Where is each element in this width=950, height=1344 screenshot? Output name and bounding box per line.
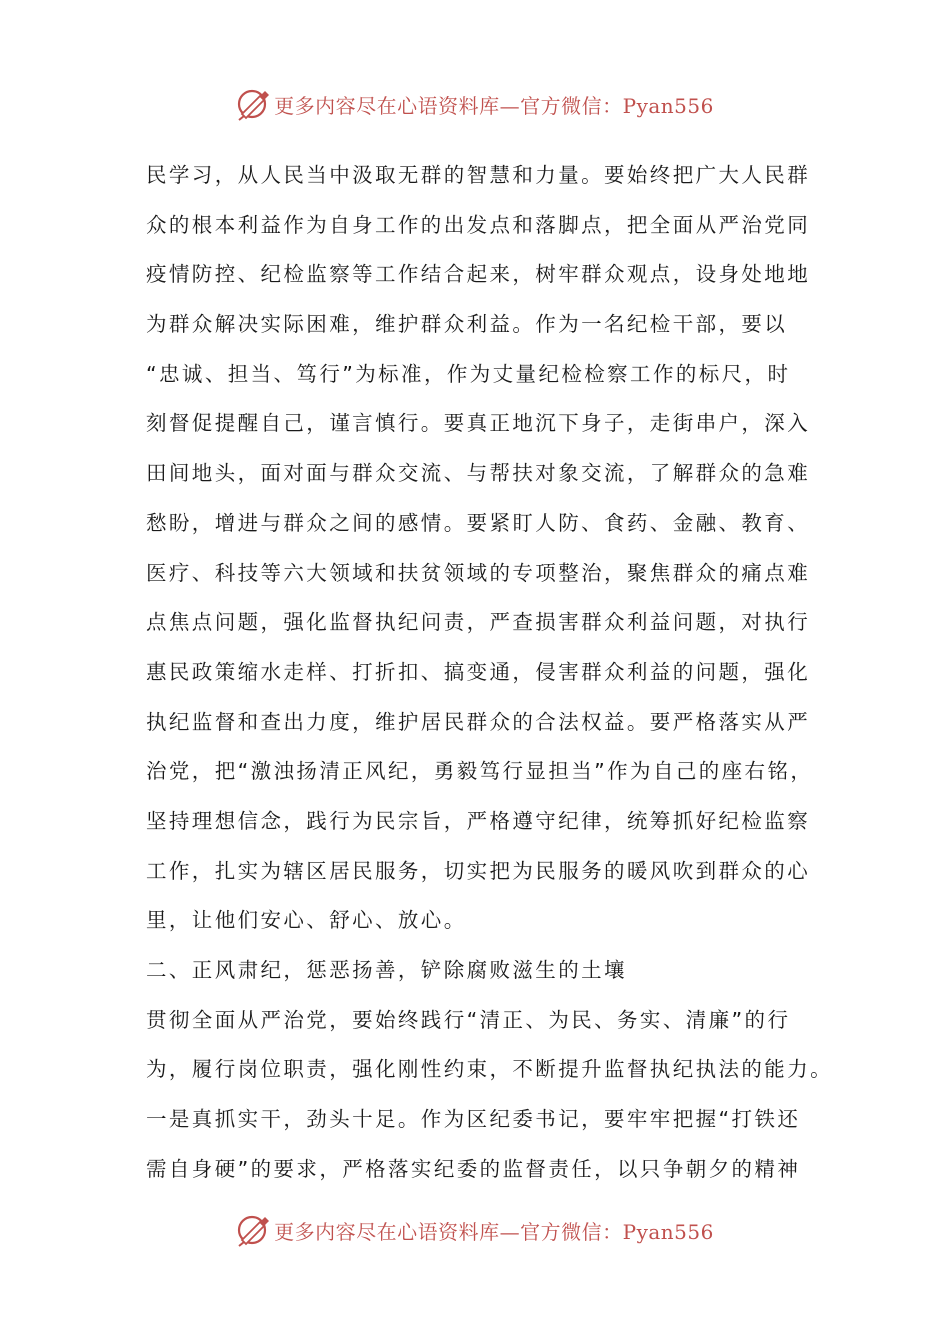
body-line: 为群众解决实际困难，维护群众利益。作为一名纪检干部，要以	[146, 312, 788, 337]
body-line: 坚持理想信念，践行为民宗旨，严格遵守纪律，统筹抓好纪检监察	[146, 808, 811, 833]
body-line: 疫情防控、纪检监察等工作结合起来，树牢群众观点，设身处地地	[146, 262, 811, 287]
document-body	[146, 151, 833, 1194]
body-line: 需自身硬”的要求，严格落实纪委的监督责任，以只争朝夕的精神	[146, 1156, 801, 1181]
body-line: “忠诚、担当、笃行”为标准，作为丈量纪检检察工作的标尺，时	[146, 361, 791, 386]
header-watermark	[0, 84, 950, 124]
footer-watermark	[0, 1210, 950, 1250]
body-line: 愁盼，增进与群众之间的感情。要紧盯人防、食药、金融、教育、	[146, 510, 811, 535]
footer-watermark-text: 更多内容尽在心语资料库—官方微信：Pyan556	[274, 1219, 714, 1244]
body-line: 工作，扎实为辖区居民服务，切实把为民服务的暖风吹到群众的心	[146, 858, 811, 883]
header-watermark-text: 更多内容尽在心语资料库—官方微信：Pyan556	[274, 93, 714, 118]
pen-nib-logo-icon	[236, 1213, 270, 1247]
body-line: 点焦点问题，强化监督执纪问责，严查损害群众利益问题，对执行	[146, 610, 811, 635]
body-line: 刻督促提醒自己，谨言慎行。要真正地沉下身子，走街串户，深入	[146, 411, 811, 436]
body-line: 医疗、科技等六大领域和扶贫领域的专项整治，聚焦群众的痛点难	[146, 560, 811, 585]
body-line: 惠民政策缩水走样、打折扣、搞变通，侵害群众利益的问题，强化	[146, 659, 811, 684]
pen-nib-logo-icon	[236, 87, 270, 121]
body-line: 里，让他们安心、舒心、放心。	[146, 908, 467, 933]
body-line: 贯彻全面从严治党，要始终践行“清正、为民、务实、清廉”的行	[146, 1007, 791, 1032]
body-line: 执纪监督和查出力度，维护居民群众的合法权益。要严格落实从严	[146, 709, 811, 734]
body-line: 一是真抓实干，劲头十足。作为区纪委书记，要牢牢把握“打铁还	[146, 1107, 801, 1132]
body-line: 为，履行岗位职责，强化刚性约束，不断提升监督执纪执法的能力。	[146, 1057, 833, 1082]
body-line: 众的根本利益作为自身工作的出发点和落脚点，把全面从严治党同	[146, 212, 811, 237]
body-line: 治党，把“激浊扬清正风纪，勇毅笃行显担当”作为自己的座右铭，	[146, 759, 814, 784]
body-line: 田间地头，面对面与群众交流、与帮扶对象交流，了解群众的急难	[146, 461, 811, 486]
section-heading: 二、正风肃纪，惩恶扬善，铲除腐败滋生的土壤	[146, 958, 627, 982]
body-line: 民学习，从人民当中汲取无群的智慧和力量。要始终把广大人民群	[146, 163, 811, 187]
